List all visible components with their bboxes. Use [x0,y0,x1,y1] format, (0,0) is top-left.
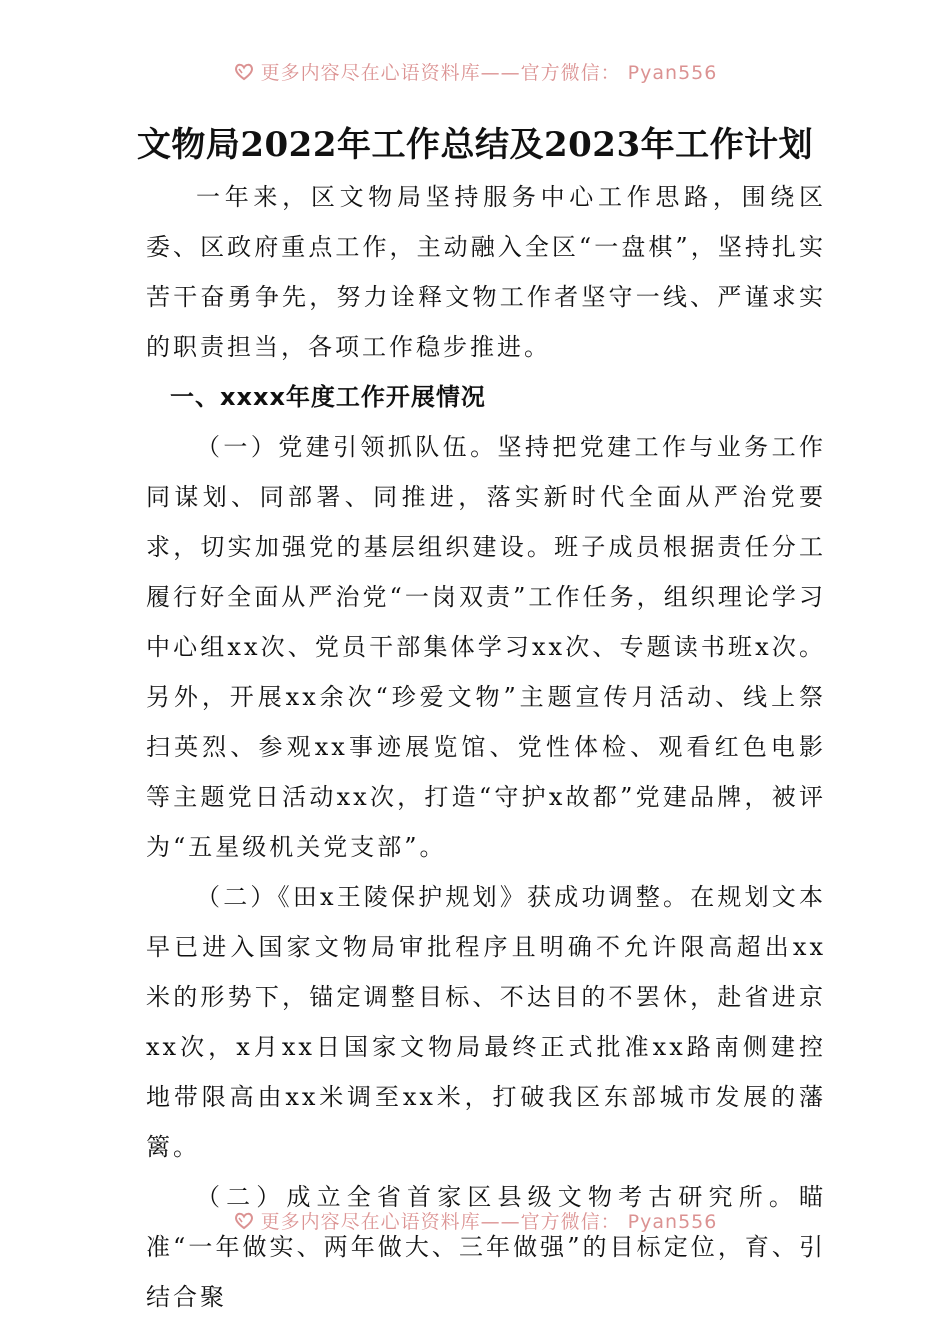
paragraph-intro: 一年来，区文物局坚持服务中心工作思路，围绕区委、区政府重点工作，主动融入全区“一盘棋”，坚持扎实苦干奋勇争先，努力诠释文物工作者坚守一线、严谨求实的职责担当，各项工作稳步推进。 [146,183,826,361]
document-body [146,172,826,1322]
watermark-bottom [0,1205,950,1235]
paragraph-institute: （二）成立全省首家区县级文物考古研究所。瞄准“一年做实、两年做大、三年做强”的目标定位，育、引结合聚 [146,1183,826,1311]
paragraph-planning: （二）《田x王陵保护规划》获成功调整。在规划文本早已进入国家文物局审批程序且明确不允许限高超出xx米的形势下，锚定调整目标、不达目的不罢休，赴省进京xx次，x月xx日国家文物局最终正式批准xx路南侧建控地带限高由xx米调至xx米，打破我区东部城市发展的藩篱。 [146,883,826,1161]
paragraph-party-building: （一）党建引领抓队伍。坚持把党建工作与业务工作同谋划、同部署、同推进，落实新时代全面从严治党要求，切实加强党的基层组织建设。班子成员根据责任分工履行好全面从严治党“一岗双责”工作任务，组织理论学习中心组xx次、党员干部集体学习xx次、专题读书班x次。另外，开展xx余次“珍爱文物”主题宣传月活动、线上祭扫英烈、参观xx事迹展览馆、党性体检、观看红色电影等主题党日活动xx次，打造“守护x故都”党建品牌，被评为“五星级机关党支部”。 [146,433,826,861]
watermark-text: 更多内容尽在心语资料库——官方微信： Pyan556 [260,1210,718,1233]
watermark-top [0,56,950,86]
document-title: 文物局2022年工作总结及2023年工作计划 [136,125,814,165]
heart-logo-icon [233,60,255,82]
watermark-text: 更多内容尽在心语资料库——官方微信： Pyan556 [260,61,718,84]
heart-logo-icon [233,1209,255,1231]
section-heading: 一、xxxx年度工作开展情况 [170,383,486,411]
